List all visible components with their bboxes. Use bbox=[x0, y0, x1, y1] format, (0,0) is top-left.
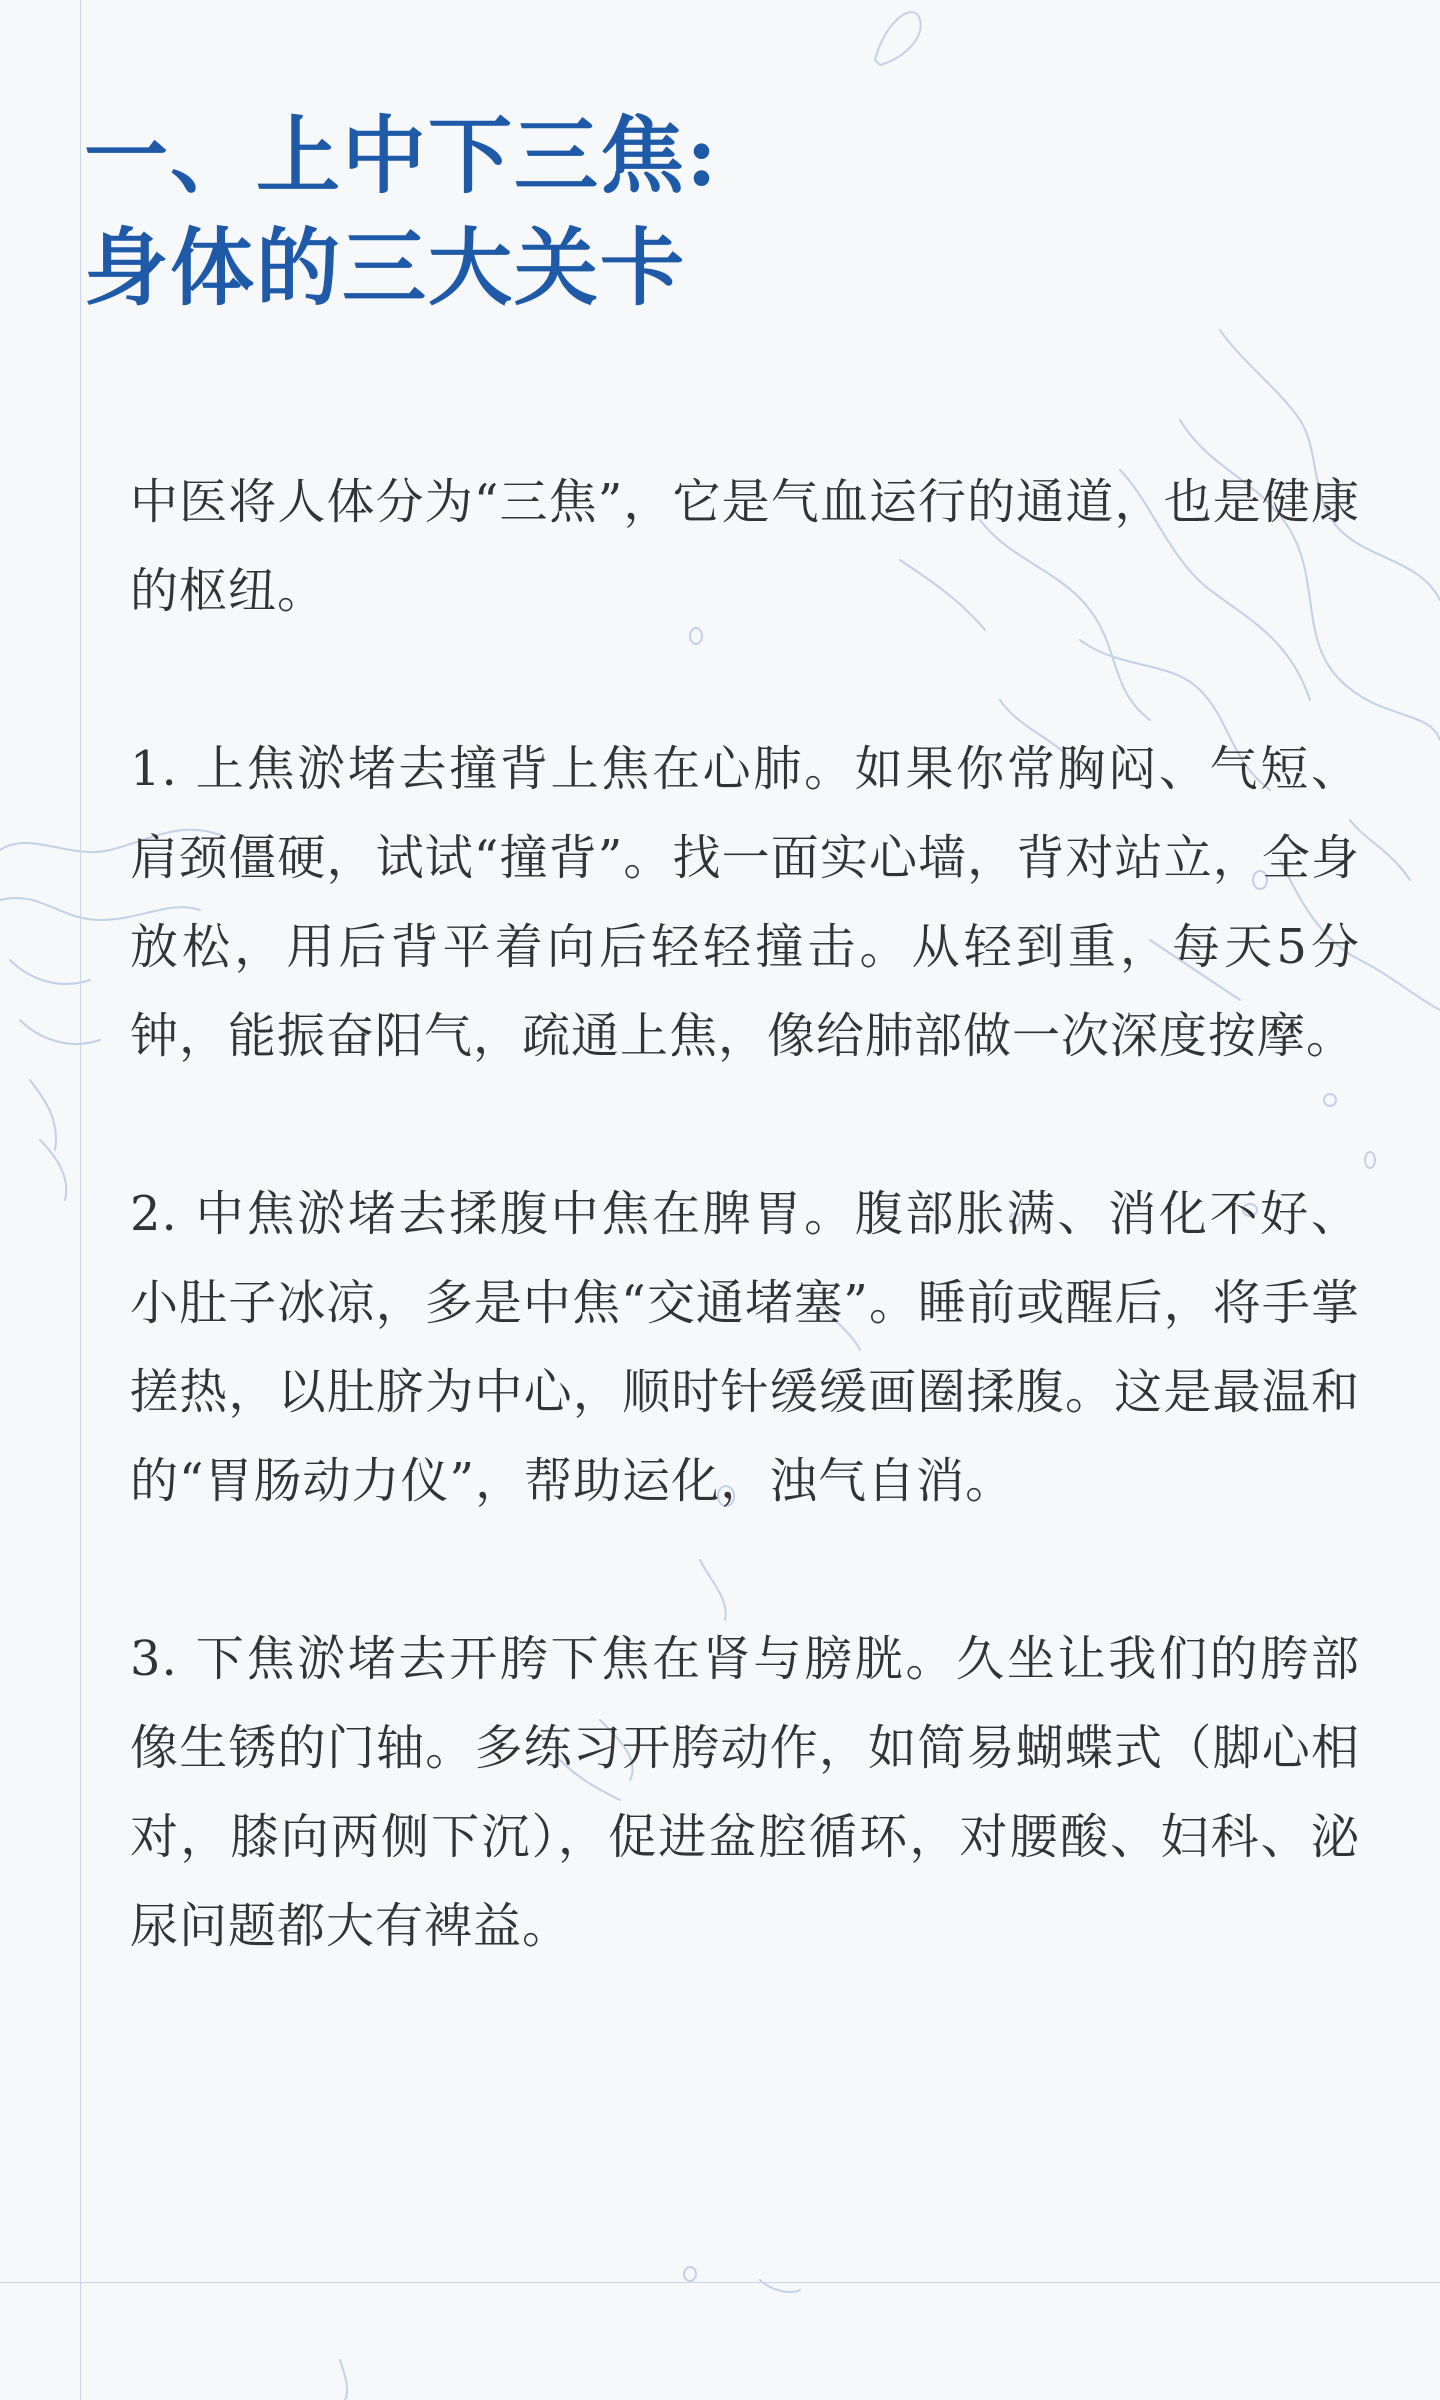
lower-jiao-paragraph: 3. 下焦淤堵去开胯下焦在肾与膀胱。久坐让我们的胯部像生锈的门轴。多练习开胯动作，如简易蝴蝶式（脚心相对，膝向两侧下沉），促进盆腔循环，对腰酸、妇科、泌尿问题都大有裨益。 bbox=[130, 1631, 1360, 1954]
left-margin-rule bbox=[80, 0, 81, 2400]
title-line-2: 身体的三大关卡 bbox=[84, 218, 687, 317]
article-body bbox=[130, 458, 1360, 1971]
intro-paragraph: 中医将人体分为“三焦”，它是气血运行的通道，也是健康的枢纽。 bbox=[130, 474, 1360, 619]
upper-jiao-paragraph: 1. 上焦淤堵去撞背上焦在心肺。如果你常胸闷、气短、肩颈僵硬，试试“撞背”。找一面实心墙，背对站立，全身放松，用后背平着向后轻轻撞击。从轻到重，每天5分钟，能振奋阳气，疏通上焦，像给肺部做一次深度按摩。 bbox=[130, 741, 1360, 1064]
bottom-margin-rule bbox=[0, 2282, 1440, 2283]
title-line-1: 一、上中下三焦: bbox=[84, 106, 720, 205]
page-title bbox=[84, 100, 1284, 324]
middle-jiao-paragraph: 2. 中焦淤堵去揉腹中焦在脾胃。腹部胀满、消化不好、小肚子冰凉，多是中焦“交通堵塞”。睡前或醒后，将手掌搓热，以肚脐为中心，顺时针缓缓画圈揉腹。这是最温和的“胃肠动力仪”，帮助运化，浊气自消。 bbox=[130, 1186, 1360, 1509]
